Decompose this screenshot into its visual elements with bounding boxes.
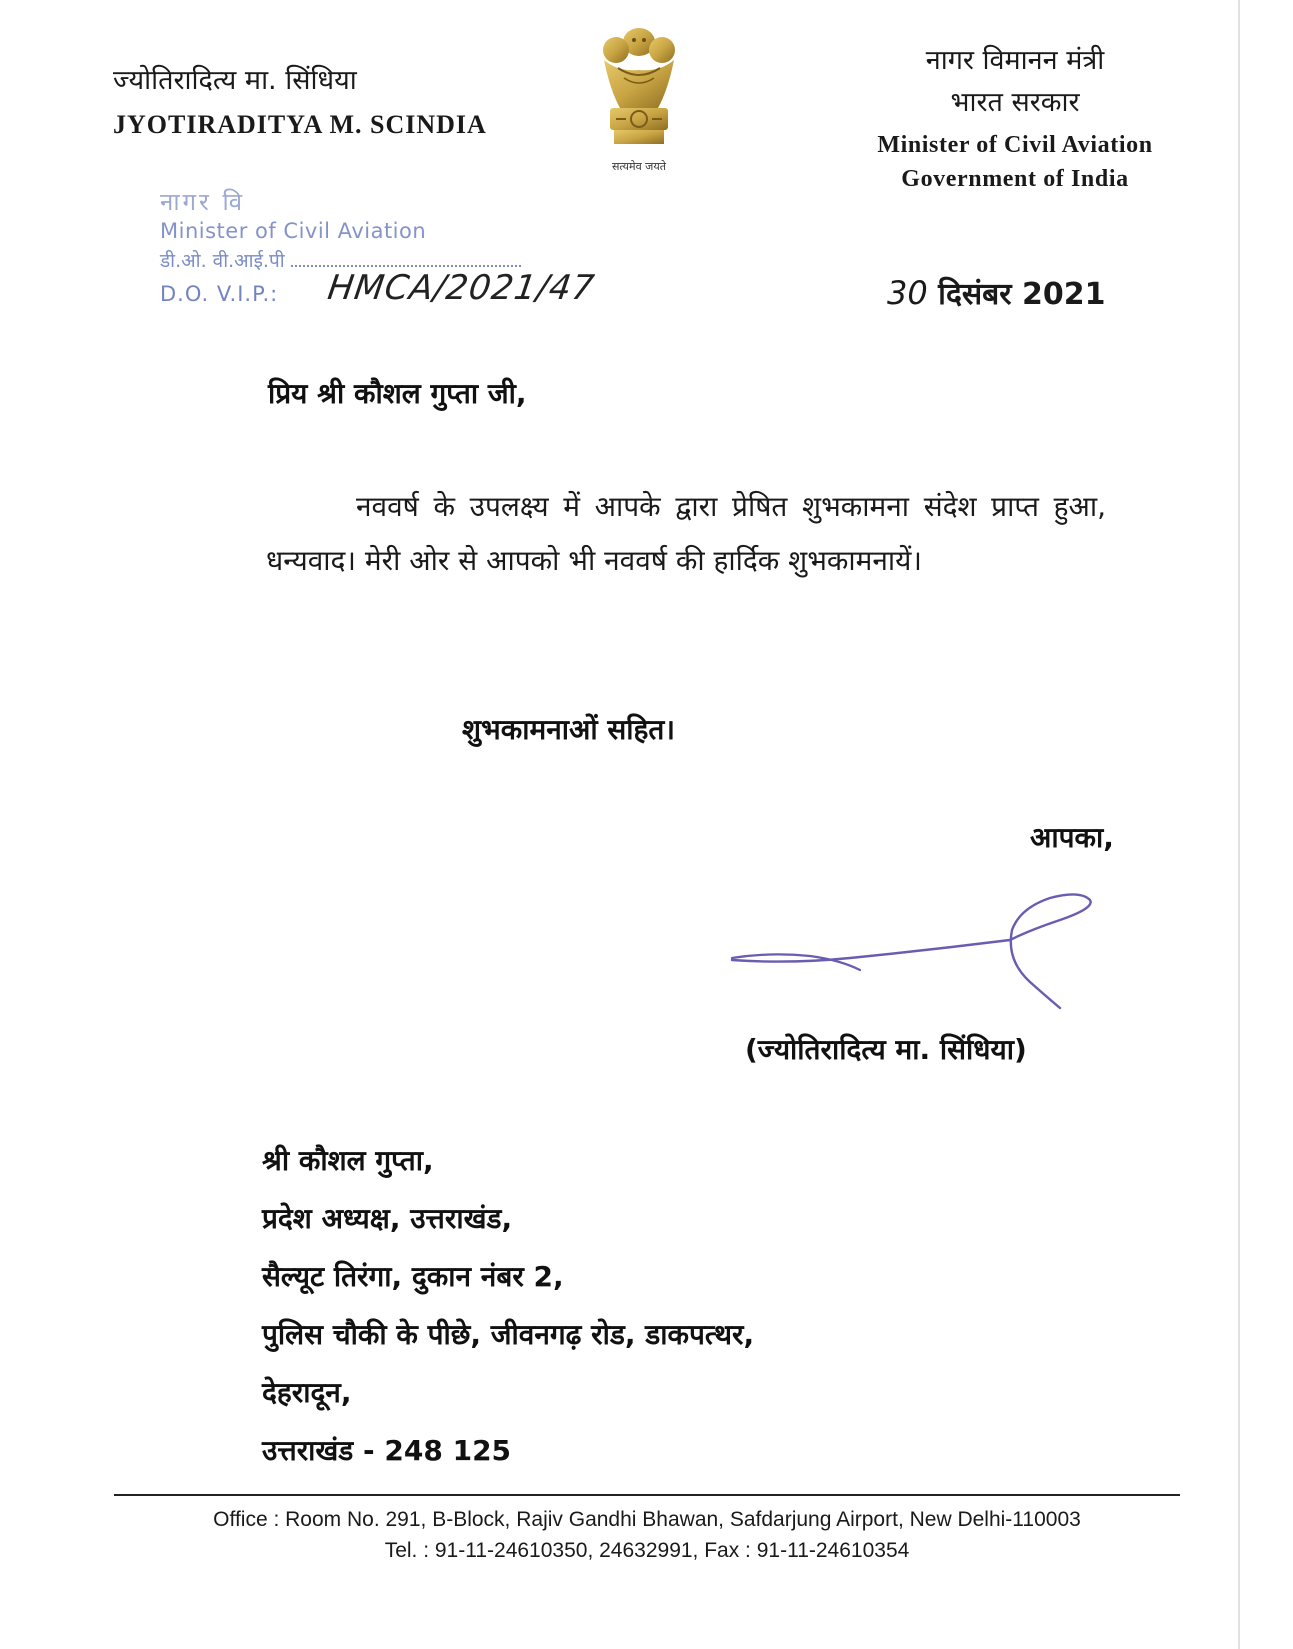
handwritten-signature	[730, 890, 1110, 1020]
date-month-year: दिसंबर 2021	[938, 277, 1106, 312]
footer	[114, 1504, 1180, 1566]
title-hindi-line2: भारत सरकार	[950, 87, 1080, 118]
reference-number: HMCA/2021/47	[325, 268, 598, 308]
emblem-motto: सत्यमेव जयते	[611, 160, 667, 173]
scan-edge	[1238, 0, 1240, 1649]
address-line4: पुलिस चौकी के पीछे, जीवनगढ़ रोड, डाकपत्थर,	[262, 1318, 755, 1351]
stamp-line2: Minister of Civil Aviation	[160, 219, 427, 243]
stamp-do-label-english: D.O. V.I.P.:	[160, 282, 279, 306]
closing-line: शुभकामनाओं सहित।	[462, 713, 676, 746]
stamp-do-label-hindi: डी.ओ. वी.आई.पी	[160, 250, 285, 272]
footer-office-address: Office : Room No. 291, B-Block, Rajiv Gandhi Bhawan, Safdarjung Airport, New Delhi-110003	[213, 1508, 1081, 1531]
letter-date	[887, 272, 1106, 313]
footer-divider	[114, 1494, 1180, 1496]
stamp-line1: नागर वि	[160, 188, 246, 216]
recipient-address	[262, 1132, 754, 1480]
address-line2: प्रदेश अध्यक्ष, उत्तराखंड,	[262, 1202, 513, 1235]
date-day-handwritten: 30	[887, 274, 928, 312]
address-line6: उत्तराखंड - 248 125	[262, 1434, 512, 1467]
footer-contact: Tel. : 91-11-24610350, 24632991, Fax : 91-11-24610354	[384, 1539, 910, 1562]
minister-title-block	[850, 40, 1180, 196]
minister-name-hindi: ज्योतिरादित्य मा. सिंधिया	[113, 65, 357, 96]
address-line1: श्री कौशल गुप्ता,	[262, 1144, 434, 1177]
signatory-name: (ज्योतिरादित्य मा. सिंधिया)	[745, 1033, 1027, 1066]
salutation: प्रिय श्री कौशल गुप्ता जी,	[268, 377, 527, 410]
title-english-line2: Government of India	[901, 166, 1129, 192]
national-emblem-icon	[590, 20, 688, 180]
title-hindi-line1: नागर विमानन मंत्री	[925, 45, 1105, 76]
address-line5: देहरादून,	[262, 1376, 352, 1409]
letter-body: नववर्ष के उपलक्ष्य में आपके द्वारा प्रेषित शुभकामना संदेश प्राप्त हुआ, धन्यवाद। मेरी ओर से आपको भी नववर्ष की हार्दिक शुभकामनायें।	[266, 490, 1106, 577]
minister-name-english: JYOTIRADITYA M. SCINDIA	[113, 110, 487, 139]
valediction: आपका,	[1030, 821, 1114, 854]
stamp-dotted-line	[291, 265, 521, 267]
title-english-line1: Minister of Civil Aviation	[877, 132, 1153, 158]
address-line3: सैल्यूट तिरंगा, दुकान नंबर 2,	[262, 1260, 564, 1293]
